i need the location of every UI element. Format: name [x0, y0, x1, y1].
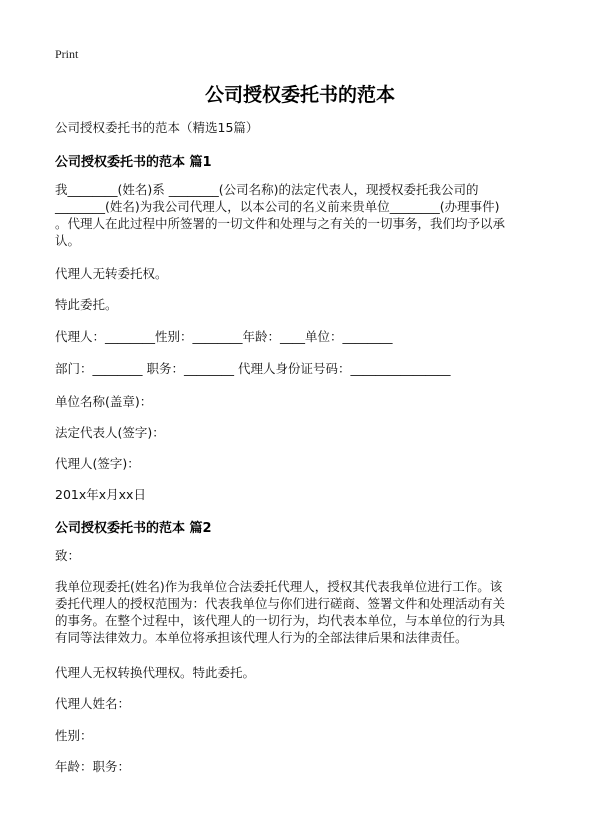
legal-rep-sign-line: 法定代表人(签字)： [55, 425, 165, 440]
special-note: 特此委托。 [55, 297, 118, 312]
date-line: 201x年x月xx日 [55, 487, 146, 502]
section-1-body-line: ________(姓名)为我公司代理人，以本公司的名义前来贵单位________(办理事件) [55, 199, 500, 214]
section-1-body-line: 我________(姓名)系 ________(公司名称)的法定代表人，现授权委托我公司的 [55, 182, 479, 197]
section-1-body [55, 181, 550, 249]
section-2-body-line: 有同等法律效力。本单位将承担该代理人行为的全部法律后果和法律责任。 [55, 630, 468, 645]
section-2-body-line: 委托代理人的授权范围为：代表我单位与你们进行磋商、签署文件和处理活动有关 [55, 596, 506, 611]
age-position-line: 年龄：职务： [55, 759, 131, 774]
section-2-body [55, 578, 550, 646]
agent-sign-line: 代理人(签字)： [55, 456, 140, 471]
gender-line: 性别： [55, 728, 93, 743]
section-1-heading: 公司授权委托书的范本 篇1 [55, 155, 212, 170]
agent-name-line: 代理人姓名： [55, 696, 131, 711]
print-link[interactable]: Print [55, 47, 79, 61]
agent-info-row-2: 部门：________ 职务：________ 代理人身份证号码：________________ [55, 361, 451, 376]
section-2-heading: 公司授权委托书的范本 篇2 [55, 521, 212, 536]
company-seal-line: 单位名称(盖章)： [55, 394, 153, 409]
document-subtitle: 公司授权委托书的范本（精选15篇） [55, 120, 259, 135]
addressee-line: 致： [55, 548, 81, 563]
agent-info-row-1: 代理人：________性别：________年龄：____单位：________ [55, 329, 393, 344]
section-1-body-line: 认。 [55, 233, 81, 248]
section-2-body-line: 我单位现委托(姓名)作为我单位合法委托代理人，授权其代表我单位进行工作。该 [55, 579, 503, 594]
no-transfer-note-2: 代理人无权转换代理权。特此委托。 [55, 665, 256, 680]
page-title: 公司授权委托书的范本 [204, 84, 395, 106]
section-2-body-line: 的事务。在整个过程中，该代理人的一切行为，均代表本单位，与本单位的行为具 [55, 613, 506, 628]
section-1-body-line: 。代理人在此过程中所签署的一切文件和处理与之有关的一切事务，我们均予以承 [55, 216, 506, 231]
no-transfer-note: 代理人无转委托权。 [55, 266, 168, 281]
